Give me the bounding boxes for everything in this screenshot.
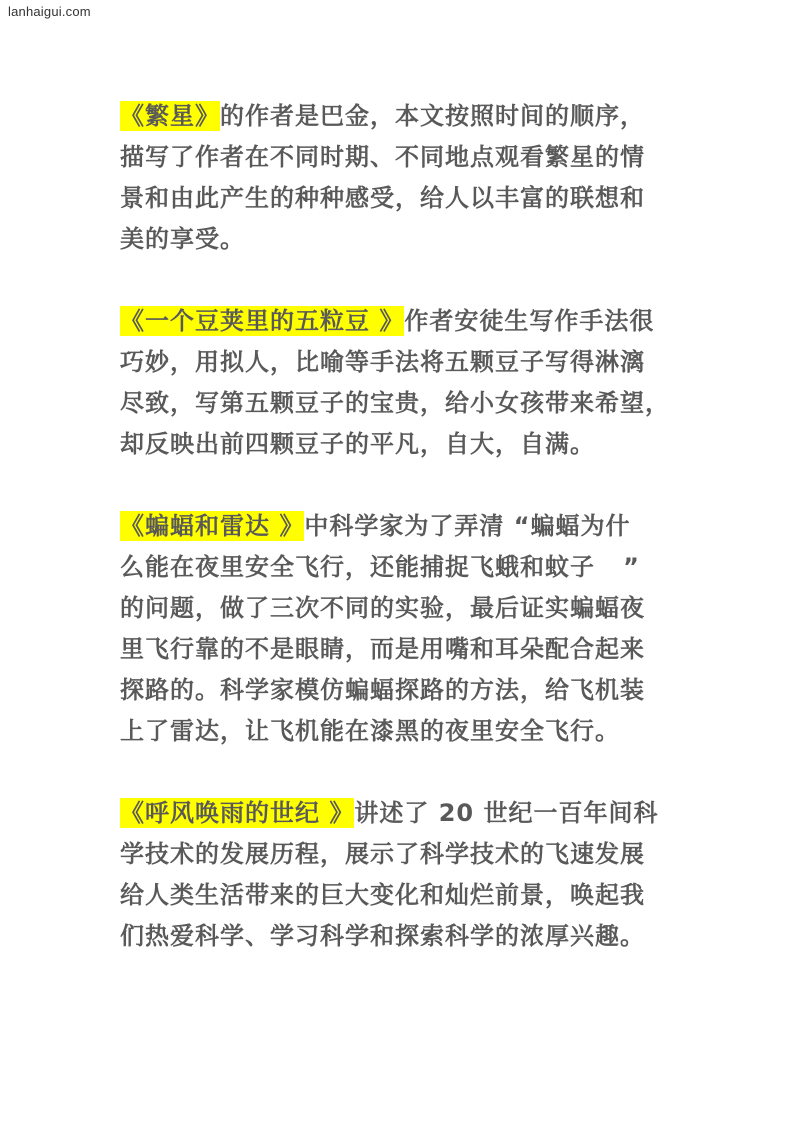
paragraph-line: 巧妙，用拟人，比喻等手法将五颗豆子写得淋漓 <box>120 348 645 376</box>
paragraph-line: 给人类生活带来的巨大变化和灿烂前景，唤起我 <box>120 881 645 909</box>
paragraph-line <box>120 506 680 547</box>
paragraph-line: 描写了作者在不同时期、不同地点观看繁星的情 <box>120 143 645 171</box>
paragraph-line: 里飞行靠的不是眼睛，而是用嘴和耳朵配合起来 <box>120 635 645 663</box>
paragraph-line: 景和由此产生的种种感受，给人以丰富的联想和 <box>120 184 645 212</box>
paragraph-line: 探路的。科学家模仿蝙蝠探路的方法，给飞机装 <box>120 676 645 704</box>
paragraph-line: 的问题，做了三次不同的实验，最后证实蝙蝠夜 <box>120 594 645 622</box>
paragraph-wulidou <box>120 301 680 465</box>
line-text: 的作者是巴金，本文按照时间的顺序， <box>220 102 645 130</box>
site-watermark: lanhaigui.com <box>8 4 91 19</box>
paragraph-line: 却反映出前四颗豆子的平凡，自大，自满。 <box>120 430 595 458</box>
line-text: 讲述了 20 世纪一百年间科 <box>354 799 659 827</box>
paragraph-line <box>120 793 680 834</box>
paragraph-line: 学技术的发展历程，展示了科学技术的飞速发展 <box>120 840 645 868</box>
paragraph-bianfu <box>120 506 680 752</box>
paragraph-hufenghuanyu <box>120 793 680 957</box>
paragraph-line: 美的享受。 <box>120 225 245 253</box>
highlighted-title: 《蝙蝠和雷达 》 <box>120 512 305 540</box>
paragraph-line: 们热爱科学、学习科学和探索科学的浓厚兴趣。 <box>120 922 645 950</box>
document-body <box>120 96 680 998</box>
line-text: 作者安徒生写作手法很 <box>404 307 655 335</box>
paragraph-line: 尽致，写第五颗豆子的宝贵，给小女孩带来希望， <box>120 389 670 417</box>
paragraph-line <box>120 96 680 137</box>
highlighted-title: 《一个豆荚里的五粒豆 》 <box>120 307 405 335</box>
highlighted-title: 《呼风唤雨的世纪 》 <box>120 799 355 827</box>
line-text: 中科学家为了弄清 “蝙蝠为什 <box>304 512 631 540</box>
paragraph-line: 上了雷达，让飞机能在漆黑的夜里安全飞行。 <box>120 717 620 745</box>
highlighted-title: 《繁星》 <box>120 102 220 130</box>
paragraph-fanxing <box>120 96 680 260</box>
paragraph-line: 么能在夜里安全飞行，还能捕捉飞蛾和蚊子 ” <box>120 553 640 581</box>
paragraph-line <box>120 301 680 342</box>
